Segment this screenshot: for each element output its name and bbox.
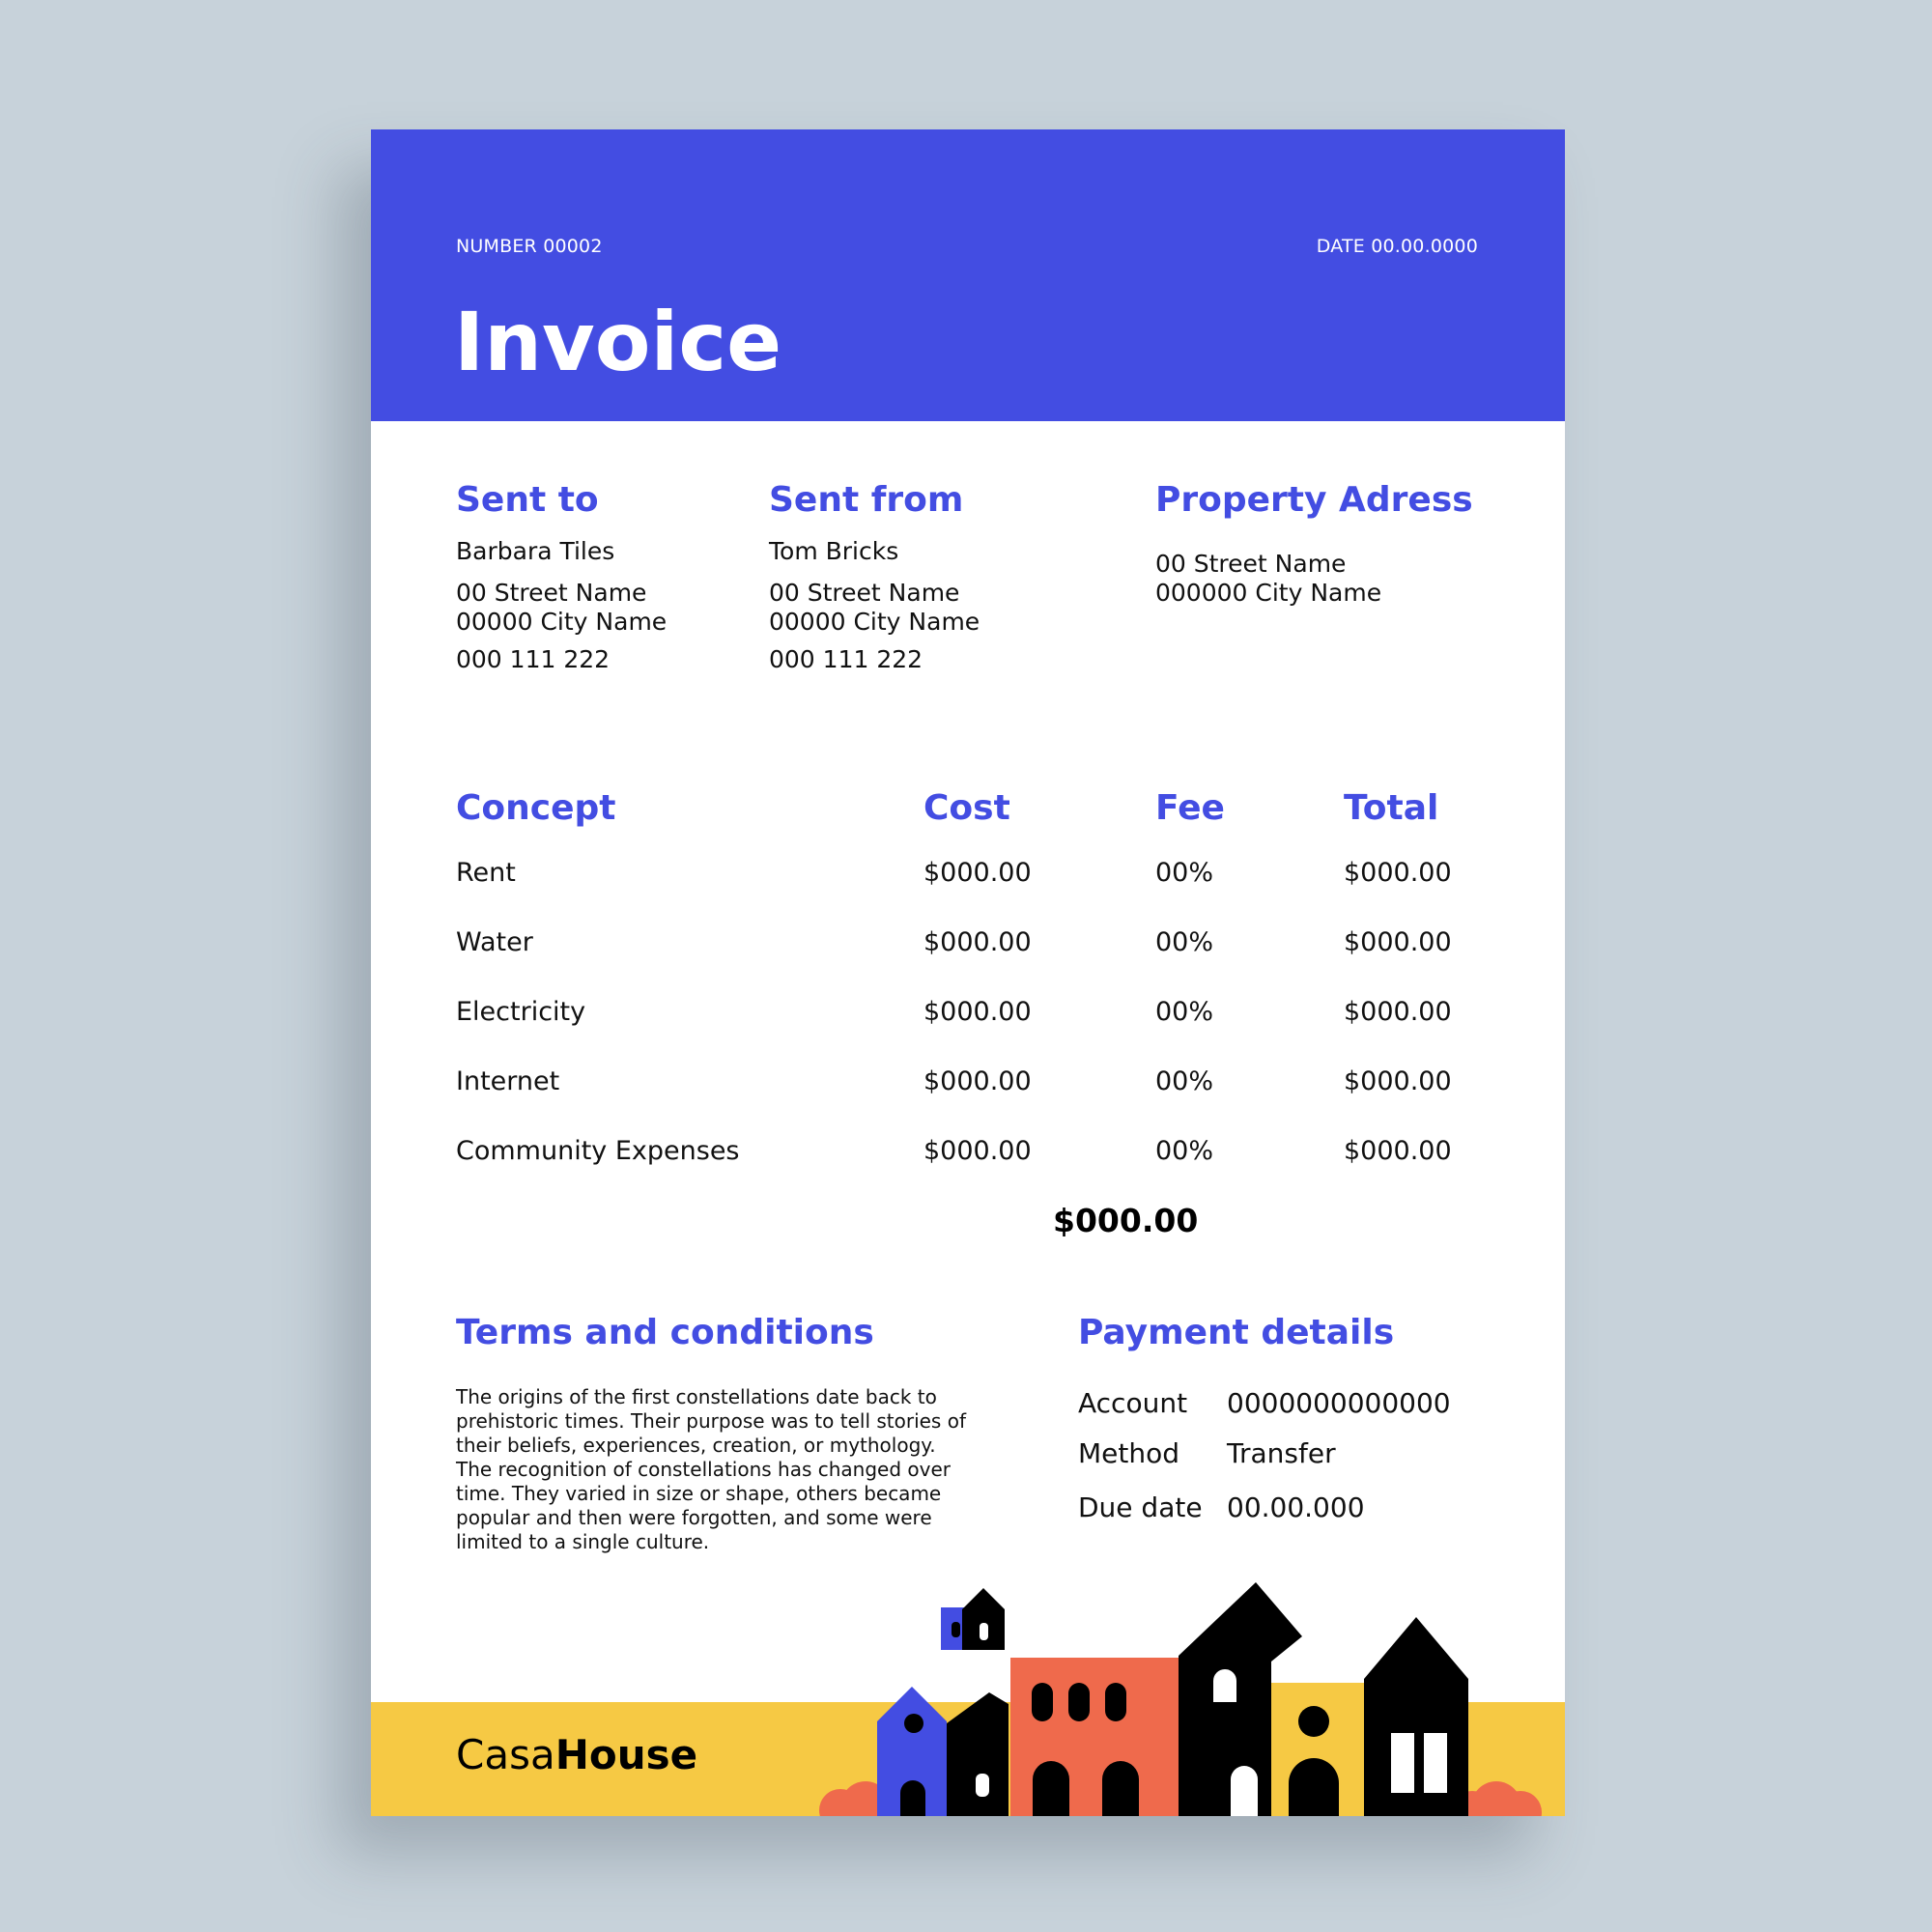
row-concept: Rent — [456, 858, 516, 888]
row-total: $000.00 — [1344, 1136, 1452, 1166]
invoice-title: Invoice — [454, 295, 782, 389]
row-fee: 00% — [1155, 927, 1214, 957]
sent-to-city: 00000 City Name — [456, 608, 668, 636]
sent-from-phone: 000 111 222 — [769, 645, 923, 673]
row-cost: $000.00 — [923, 1136, 1032, 1166]
terms-heading: Terms and conditions — [456, 1313, 874, 1352]
payment-heading: Payment details — [1078, 1313, 1395, 1352]
sent-to-phone: 000 111 222 — [456, 645, 611, 673]
houses-illustration — [371, 1578, 1565, 1816]
sent-from-name: Tom Bricks — [769, 537, 899, 565]
row-cost: $000.00 — [923, 858, 1032, 888]
invoice-number: NUMBER 00002 — [456, 236, 603, 257]
sent-from-heading: Sent from — [769, 480, 964, 520]
col-header-cost: Cost — [923, 788, 1010, 828]
sent-to-name: Barbara Tiles — [456, 537, 615, 565]
payment-account-label: Account — [1078, 1387, 1188, 1419]
sent-to-heading: Sent to — [456, 480, 599, 520]
row-cost: $000.00 — [923, 1066, 1032, 1096]
row-fee: 00% — [1155, 1066, 1214, 1096]
row-concept: Community Expenses — [456, 1136, 740, 1166]
row-concept: Internet — [456, 1066, 560, 1096]
row-concept: Electricity — [456, 997, 586, 1027]
row-total: $000.00 — [1344, 858, 1452, 888]
terms-body: The origins of the first constellations date back to prehistoric times. Their purpose was to tell stories of their beliefs, experiences, creation, or mythology. The recognition of constellations has changed over time. They varied in size or shape, others became popular and then were forgotten, and some were limited to a single culture. — [456, 1385, 966, 1553]
grand-total: $000.00 — [1053, 1202, 1199, 1239]
payment-method-value: Transfer — [1227, 1437, 1336, 1469]
row-cost: $000.00 — [923, 927, 1032, 957]
row-cost: $000.00 — [923, 997, 1032, 1027]
col-header-concept: Concept — [456, 788, 616, 828]
property-address-heading: Property Adress — [1155, 480, 1473, 520]
payment-method-label: Method — [1078, 1437, 1180, 1469]
invoice-page — [371, 129, 1565, 1816]
payment-due-date-value: 00.00.000 — [1227, 1492, 1365, 1523]
row-fee: 00% — [1155, 858, 1214, 888]
row-fee: 00% — [1155, 1136, 1214, 1166]
sent-from-city: 00000 City Name — [769, 608, 980, 636]
property-street: 00 Street Name — [1155, 550, 1347, 578]
row-total: $000.00 — [1344, 997, 1452, 1027]
property-city: 000000 City Name — [1155, 579, 1382, 607]
row-fee: 00% — [1155, 997, 1214, 1027]
invoice-date: DATE 00.00.0000 — [1316, 236, 1478, 257]
brand-name-light: Casa — [456, 1731, 555, 1778]
invoice-header — [371, 129, 1565, 421]
sent-from-street: 00 Street Name — [769, 579, 960, 607]
col-header-fee: Fee — [1155, 788, 1225, 828]
row-total: $000.00 — [1344, 927, 1452, 957]
col-header-total: Total — [1344, 788, 1439, 828]
payment-due-date-label: Due date — [1078, 1492, 1203, 1523]
row-total: $000.00 — [1344, 1066, 1452, 1096]
row-concept: Water — [456, 927, 533, 957]
payment-account-value: 0000000000000 — [1227, 1387, 1451, 1419]
sent-to-street: 00 Street Name — [456, 579, 647, 607]
brand-name-bold: House — [554, 1731, 698, 1778]
